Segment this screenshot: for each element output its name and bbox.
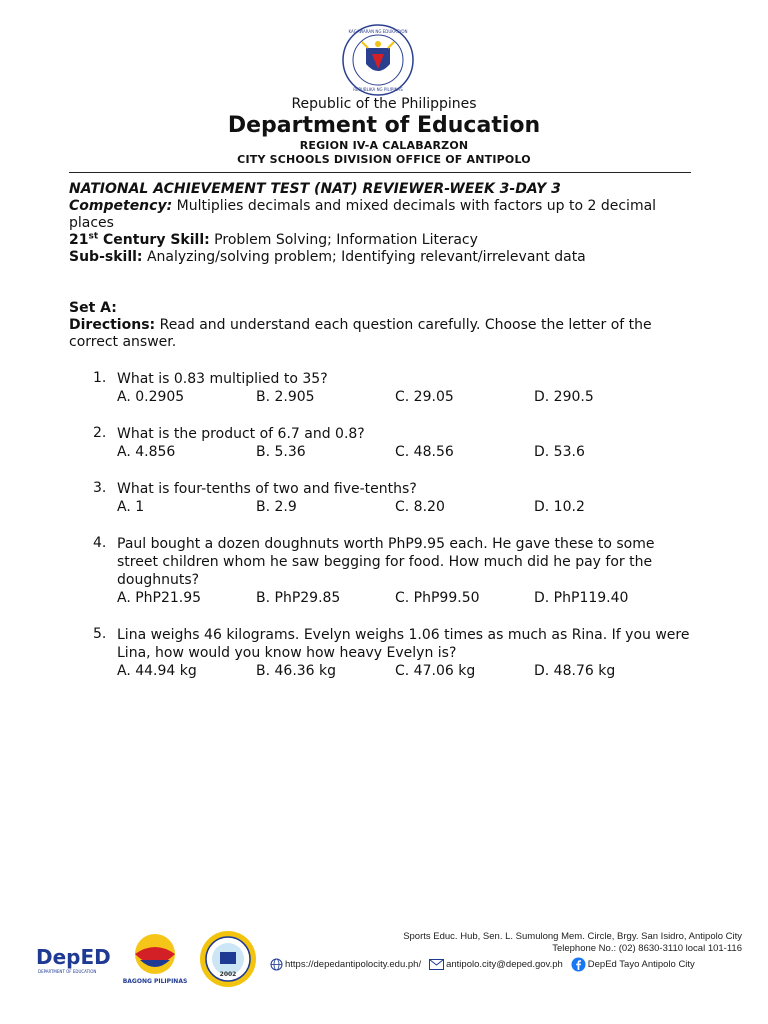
website-contact[interactable] <box>270 958 421 971</box>
footer-address-block <box>403 931 742 955</box>
question-item <box>93 480 695 516</box>
bagong-pilipinas-text: BAGONG PILIPINAS <box>122 978 188 985</box>
choice-d: D. 290.5 <box>534 389 594 405</box>
deped-seal-logo <box>342 24 414 96</box>
choice-d: D. 48.76 kg <box>534 663 616 679</box>
globe-icon <box>270 958 283 971</box>
choice-d: D. PhP119.40 <box>534 590 629 606</box>
sdo-antipolo-seal <box>199 930 257 988</box>
bagong-pilipinas-logo <box>122 930 188 986</box>
question-text: What is four-tenths of two and five-tenths? <box>117 481 417 497</box>
seal-text-bottom: REPUBLIKA NG PILIPINAS <box>353 87 403 92</box>
region-heading: REGION IV-A CALABARZON <box>299 139 469 152</box>
directions-text: Read and understand each question carefully. Choose the letter of the correct answer. <box>69 317 652 350</box>
header-divider <box>69 172 691 173</box>
choice-a: A. 0.2905 <box>117 389 185 405</box>
question-number: 5. <box>93 626 107 642</box>
deped-logo <box>36 942 116 976</box>
question-item <box>93 535 695 607</box>
question-number: 2. <box>93 425 107 441</box>
question-text: Paul bought a dozen doughnuts worth PhP9.95 each. He gave these to some street children whom he saw begging for food. How much did he pay for the doughnuts? <box>117 536 655 588</box>
choice-a: A. 1 <box>117 499 145 515</box>
sdo-year-text: 2002 <box>219 971 237 978</box>
choice-d: D. 53.6 <box>534 444 585 460</box>
email-link[interactable]: antipolo.city@deped.gov.ph <box>446 959 563 970</box>
skill-text: Problem Solving; Information Literacy <box>209 232 478 248</box>
question-number: 4. <box>93 535 107 551</box>
set-label: Set A: <box>69 300 117 316</box>
question-text: What is the product of 6.7 and 0.8? <box>117 426 365 442</box>
question-text: What is 0.83 multiplied to 35? <box>117 371 328 387</box>
facebook-icon <box>571 957 586 972</box>
choice-b: B. PhP29.85 <box>256 590 341 606</box>
directions-label: Directions: <box>69 317 156 333</box>
choice-a: A. PhP21.95 <box>117 590 202 606</box>
choice-b: B. 5.36 <box>256 444 306 460</box>
directions-line <box>69 317 695 351</box>
choice-a: A. 4.856 <box>117 444 176 460</box>
question-item <box>93 626 695 680</box>
footer-telephone: Telephone No.: (02) 8630-3110 local 101-116 <box>552 943 742 954</box>
deped-logo-text: DepED <box>36 945 111 969</box>
footer-contacts <box>270 957 703 972</box>
choice-d: D. 10.2 <box>534 499 585 515</box>
footer-address: Sports Educ. Hub, Sen. L. Sumulong Mem. Circle, Brgy. San Isidro, Antipolo City <box>403 931 742 942</box>
competency-text: Multiplies decimals and mixed decimals with factors up to 2 decimal places <box>69 198 657 231</box>
seal-text-top: KAGAWARAN NG EDUKASYON <box>348 29 408 34</box>
facebook-link[interactable]: DepEd Tayo Antipolo City <box>587 959 695 970</box>
question-item <box>93 425 695 461</box>
question-number: 1. <box>93 370 107 386</box>
subskill-line <box>69 249 695 266</box>
competency-line <box>69 198 695 232</box>
worksheet-body <box>69 181 695 699</box>
skill-label-rest: Century Skill: <box>98 232 210 248</box>
department-heading: Department of Education <box>227 113 541 138</box>
skill-line <box>69 232 695 249</box>
deped-logo-subtext: DEPARTMENT OF EDUCATION <box>38 969 97 974</box>
question-list <box>69 370 695 680</box>
facebook-contact[interactable] <box>571 957 695 972</box>
skill-label-num: 21 <box>69 232 89 248</box>
competency-label: Competency: <box>69 198 173 214</box>
republic-heading: Republic of the Philippines <box>291 96 477 112</box>
choice-a: A. 44.94 kg <box>117 663 197 679</box>
choice-c: C. 29.05 <box>395 389 454 405</box>
choice-c: C. 8.20 <box>395 499 445 515</box>
skill-label-sup: st <box>88 231 99 242</box>
worksheet-title: NATIONAL ACHIEVEMENT TEST (NAT) REVIEWER-WEEK 3-DAY 3 <box>69 181 561 197</box>
subskill-text: Analyzing/solving problem; Identifying relevant/irrelevant data <box>142 249 586 265</box>
mail-icon <box>429 959 444 970</box>
choice-b: B. 2.9 <box>256 499 297 515</box>
email-contact[interactable] <box>429 959 563 970</box>
website-link[interactable]: https://depedantipolocity.edu.ph/ <box>285 959 422 970</box>
question-number: 3. <box>93 480 107 496</box>
choice-c: C. 47.06 kg <box>395 663 476 679</box>
question-text: Lina weighs 46 kilograms. Evelyn weighs 1.06 times as much as Rina. If you were Lina, how would you know how heavy Evelyn is? <box>117 627 690 661</box>
choice-b: B. 46.36 kg <box>256 663 337 679</box>
division-heading: CITY SCHOOLS DIVISION OFFICE OF ANTIPOLO <box>237 153 531 166</box>
choice-c: C. PhP99.50 <box>395 590 480 606</box>
choice-c: C. 48.56 <box>395 444 454 460</box>
question-item <box>93 370 695 406</box>
choice-b: B. 2.905 <box>256 389 315 405</box>
subskill-label: Sub-skill: <box>69 249 143 265</box>
